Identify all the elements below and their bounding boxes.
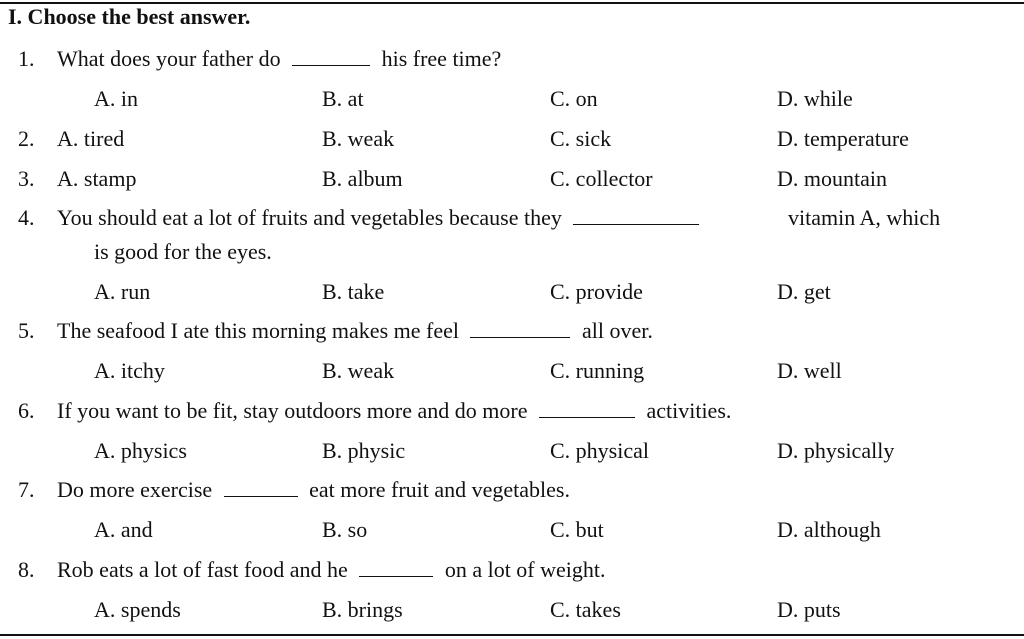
answer-blank — [224, 478, 298, 497]
answer-blank — [539, 399, 635, 418]
question-stem — [57, 318, 653, 344]
answer-blank — [470, 319, 570, 338]
stem-after: his free time? — [381, 46, 502, 71]
option-c: C. on — [550, 86, 598, 111]
option-b: B. take — [322, 279, 385, 304]
option-c: C. provide — [550, 279, 643, 304]
stem-after: activities. — [646, 398, 732, 423]
stem-after: vitamin A, which — [788, 205, 941, 230]
option-d: D. temperature — [777, 126, 909, 151]
stem-after: eat more fruit and vegetables. — [309, 477, 570, 502]
question-stem — [57, 477, 570, 503]
option-a: A. tired — [57, 126, 125, 151]
answer-blank — [573, 206, 699, 225]
section-title: I. Choose the best answer. — [8, 4, 251, 29]
question-number: 3. — [18, 166, 35, 191]
stem-after: all over. — [581, 318, 653, 343]
option-a: A. itchy — [94, 358, 165, 383]
option-a: A. physics — [94, 438, 187, 463]
option-b: B. so — [322, 517, 368, 542]
option-c: C. sick — [550, 126, 612, 151]
option-b: B. at — [322, 86, 364, 111]
option-c: C. but — [550, 517, 604, 542]
question-number: 7. — [18, 477, 35, 502]
question-number: 2. — [18, 126, 35, 151]
option-d: D. puts — [777, 597, 841, 622]
option-a: A. spends — [94, 597, 181, 622]
option-a: A. and — [94, 517, 153, 542]
option-b: B. physic — [322, 438, 406, 463]
option-b: B. brings — [322, 597, 403, 622]
question-number: 6. — [18, 398, 35, 423]
option-a: A. in — [94, 86, 138, 111]
stem-continuation: is good for the eyes. — [94, 239, 272, 264]
stem-before: You should eat a lot of fruits and vegetables because they — [57, 205, 562, 230]
question-number: 8. — [18, 557, 35, 582]
question-stem — [57, 205, 707, 231]
answer-blank — [359, 558, 433, 577]
stem-before: If you want to be fit, stay outdoors more and do more — [57, 398, 528, 423]
option-d: D. physically — [777, 438, 895, 463]
option-b: B. album — [322, 166, 403, 191]
question-number: 1. — [18, 46, 35, 71]
option-c: C. takes — [550, 597, 621, 622]
question-stem — [57, 398, 731, 424]
option-c: C. collector — [550, 166, 653, 191]
option-c: C. physical — [550, 438, 649, 463]
answer-blank — [292, 47, 370, 66]
stem-before: The seafood I ate this morning makes me feel — [57, 318, 459, 343]
option-a: A. stamp — [57, 166, 137, 191]
option-c: C. running — [550, 358, 645, 383]
stem-after: on a lot of weight. — [444, 557, 606, 582]
option-d: D. while — [777, 86, 853, 111]
option-d: D. get — [777, 279, 831, 304]
stem-before: What does your father do — [57, 46, 281, 71]
question-number: 4. — [18, 205, 35, 230]
option-b: B. weak — [322, 358, 395, 383]
question-number: 5. — [18, 318, 35, 343]
question-stem — [57, 557, 606, 583]
question-stem — [57, 46, 501, 72]
bottom-rule — [0, 634, 1024, 636]
option-b: B. weak — [322, 126, 395, 151]
option-d: D. although — [777, 517, 881, 542]
stem-before: Rob eats a lot of fast food and he — [57, 557, 348, 582]
option-d: D. well — [777, 358, 842, 383]
option-a: A. run — [94, 279, 151, 304]
stem-before: Do more exercise — [57, 477, 213, 502]
option-d: D. mountain — [777, 166, 887, 191]
